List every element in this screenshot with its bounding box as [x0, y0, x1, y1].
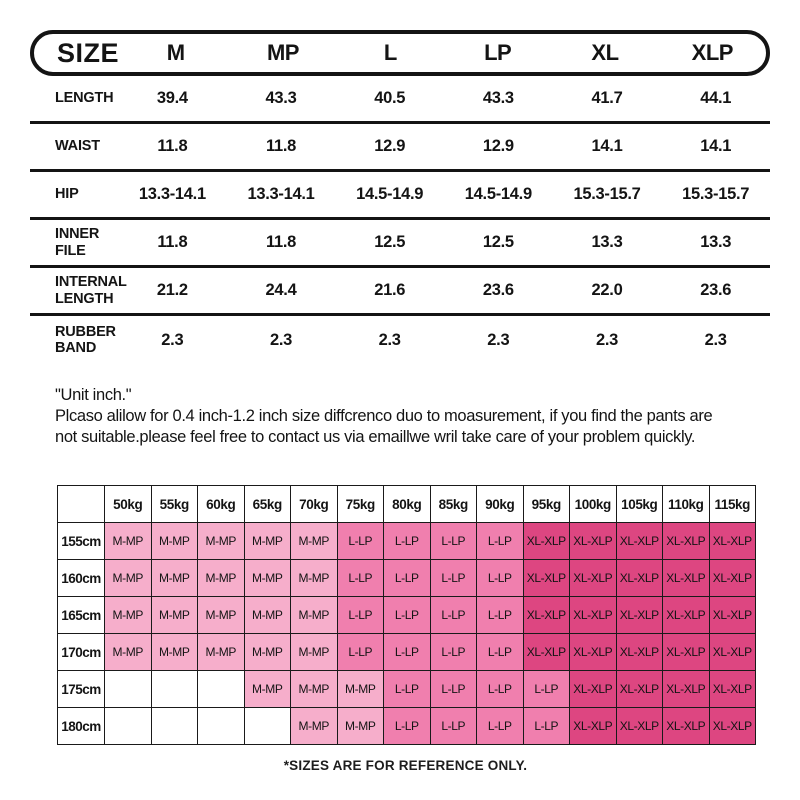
spec-value-cell: 23.6 [700, 281, 732, 299]
fit-cell: M-MP [291, 708, 338, 745]
spec-value-cell: 24.4 [265, 281, 297, 299]
fit-cell: L-LP [523, 671, 570, 708]
fit-cell: L-LP [477, 523, 524, 560]
fit-cell: M-MP [198, 560, 245, 597]
spec-value-cell: 40.5 [374, 89, 406, 107]
note-line: Plcaso alilow for 0.4 inch-1.2 inch size diffcrenco duo to moasurement, if you find the pants are [55, 407, 713, 425]
fit-cell: L-LP [523, 708, 570, 745]
fit-cell: L-LP [384, 708, 431, 745]
spec-value-cell: 2.3 [704, 330, 727, 349]
fit-cell: M-MP [151, 597, 198, 634]
spec-value-cell: 13.3-14.1 [138, 185, 206, 203]
weight-header-cell: 100kg [570, 486, 617, 523]
fit-cell: XL-XLP [523, 523, 570, 560]
fit-cell: XL-XLP [709, 523, 756, 560]
fit-row [58, 523, 756, 560]
fit-cell: L-LP [477, 671, 524, 708]
weight-header-cell: 60kg [198, 486, 245, 523]
spec-row [30, 316, 770, 364]
spec-row [30, 124, 770, 172]
spec-col-header: LP [484, 40, 512, 65]
fit-cell: M-MP [291, 634, 338, 671]
fit-cell [151, 708, 198, 745]
fit-cell: M-MP [244, 634, 291, 671]
weight-header-cell: 65kg [244, 486, 291, 523]
fit-cell: XL-XLP [616, 523, 663, 560]
spec-row-label-line: HIP [55, 186, 79, 203]
fit-cell: L-LP [430, 708, 477, 745]
fit-cell: L-LP [430, 597, 477, 634]
height-label-cell: 175cm [58, 671, 105, 708]
fit-header-row [58, 486, 756, 523]
spec-value-cell: 2.3 [269, 330, 293, 349]
spec-value-cell: 23.6 [482, 281, 514, 299]
fit-cell: M-MP [151, 634, 198, 671]
spec-value-cell: 2.3 [378, 330, 401, 349]
spec-row-label-line: BAND [55, 340, 97, 356]
fit-cell: XL-XLP [570, 523, 617, 560]
fit-cell: M-MP [291, 523, 338, 560]
fit-cell: L-LP [477, 634, 524, 671]
fit-cell: XL-XLP [663, 560, 710, 597]
fit-table [57, 485, 756, 745]
spec-value-cell: 2.3 [487, 330, 510, 349]
height-label-cell: 155cm [58, 523, 105, 560]
height-label-cell: 180cm [58, 708, 105, 745]
spec-row-label-line: FILE [55, 242, 86, 259]
spec-value-cell: 21.2 [156, 281, 188, 299]
spec-size-label: SIZE [57, 37, 120, 68]
fit-cell: XL-XLP [709, 708, 756, 745]
fit-cell: XL-XLP [570, 634, 617, 671]
weight-header-cell: 115kg [709, 486, 756, 523]
fit-cell: M-MP [337, 671, 384, 708]
spec-row-label-line: WAIST [55, 138, 100, 155]
spec-value-cell: 21.6 [374, 281, 406, 299]
fit-cell [151, 671, 198, 708]
fit-cell: XL-XLP [616, 634, 663, 671]
fit-cell: XL-XLP [523, 634, 570, 671]
fit-cell: M-MP [244, 597, 291, 634]
fit-cell: M-MP [105, 523, 152, 560]
spec-value-cell: 12.9 [374, 137, 406, 155]
fit-cell: M-MP [244, 523, 291, 560]
notes-block [55, 385, 770, 448]
spec-row-label [30, 226, 118, 258]
fit-cell: XL-XLP [523, 560, 570, 597]
fit-cell: XL-XLP [616, 597, 663, 634]
fit-cell: XL-XLP [616, 708, 663, 745]
fit-cell: XL-XLP [663, 597, 710, 634]
spec-header [30, 30, 770, 76]
fit-cell: L-LP [337, 634, 384, 671]
spec-col-header: MP [266, 40, 299, 65]
spec-value-cell: 13.3 [591, 233, 623, 251]
spec-value-cell: 39.4 [156, 89, 188, 107]
fit-cell: XL-XLP [616, 560, 663, 597]
spec-value-cell: 11.8 [265, 233, 296, 251]
fit-cell: XL-XLP [709, 560, 756, 597]
fit-cell: M-MP [151, 523, 198, 560]
spec-rows [30, 76, 770, 364]
fit-cell: M-MP [244, 671, 291, 708]
spec-value-cell: 12.5 [482, 233, 514, 251]
fit-cell [198, 708, 245, 745]
fit-cell: M-MP [105, 560, 152, 597]
fit-row [58, 560, 756, 597]
fit-cell: XL-XLP [709, 634, 756, 671]
spec-col-header: XLP [691, 40, 733, 65]
spec-row-label [30, 324, 118, 356]
fit-row [58, 708, 756, 745]
fit-cell: L-LP [430, 523, 477, 560]
fit-cell: M-MP [337, 708, 384, 745]
fit-cell: XL-XLP [663, 634, 710, 671]
fit-cell [105, 671, 152, 708]
spec-row-label-line: RUBBER [55, 323, 116, 340]
fit-cell: L-LP [337, 523, 384, 560]
spec-value-cell: 44.1 [700, 89, 732, 107]
spec-row [30, 268, 770, 316]
spec-row [30, 76, 770, 124]
fit-cell: L-LP [477, 708, 524, 745]
footer-note: *SIZES ARE FOR REFERENCE ONLY. [283, 758, 528, 773]
fit-cell: L-LP [337, 597, 384, 634]
weight-header-cell: 75kg [337, 486, 384, 523]
weight-header-cell: 80kg [384, 486, 431, 523]
spec-value-cell: 12.5 [374, 233, 406, 251]
fit-cell: XL-XLP [570, 708, 617, 745]
fit-cell: L-LP [430, 634, 477, 671]
note-line: "Unit inch." [55, 386, 132, 404]
fit-cell: XL-XLP [663, 523, 710, 560]
fit-cell: L-LP [384, 671, 431, 708]
spec-value-cell: 12.9 [482, 137, 514, 155]
spec-value-cell: 41.7 [591, 89, 623, 107]
spec-value-cell: 13.3 [700, 233, 732, 251]
spec-row-label [30, 90, 118, 106]
spec-row [30, 220, 770, 268]
spec-row-label [30, 138, 118, 154]
spec-value-cell: 14.1 [591, 137, 623, 155]
spec-row-label [30, 274, 127, 307]
spec-value-cell: 43.3 [482, 89, 514, 107]
fit-cell: L-LP [384, 560, 431, 597]
fit-cell: M-MP [244, 560, 291, 597]
fit-cell: XL-XLP [709, 671, 756, 708]
fit-cell: M-MP [198, 634, 245, 671]
spec-row-label [30, 186, 118, 202]
fit-cell: XL-XLP [663, 671, 710, 708]
fit-cell: M-MP [198, 597, 245, 634]
spec-value-cell: 2.3 [161, 330, 184, 349]
fit-cell: M-MP [198, 523, 245, 560]
fit-cell: L-LP [477, 560, 524, 597]
spec-row [30, 172, 770, 220]
fit-cell: L-LP [384, 523, 431, 560]
fit-cell: XL-XLP [570, 597, 617, 634]
fit-row [58, 671, 756, 708]
spec-value-cell: 15.3-15.7 [682, 185, 750, 203]
fit-cell: M-MP [151, 560, 198, 597]
spec-value-cell: 11.8 [157, 137, 188, 155]
fit-cell: XL-XLP [570, 560, 617, 597]
height-label-cell: 160cm [58, 560, 105, 597]
fit-cell: XL-XLP [709, 597, 756, 634]
fit-cell: XL-XLP [616, 671, 663, 708]
spec-col-header: XL [591, 40, 619, 65]
fit-cell: L-LP [430, 560, 477, 597]
spec-value-cell: 14.5-14.9 [464, 185, 532, 203]
spec-value-cell: 14.5-14.9 [356, 185, 424, 203]
size-spec-table [30, 30, 770, 364]
spec-value-cell: 11.8 [157, 233, 188, 251]
spec-value-cell: 14.1 [700, 137, 732, 155]
spec-row-label-line: LENGTH [55, 90, 114, 107]
spec-value-cell: 22.0 [591, 281, 623, 299]
spec-row-label-line: INNER [55, 226, 100, 243]
fit-cell: XL-XLP [523, 597, 570, 634]
fit-cell: XL-XLP [663, 708, 710, 745]
fit-row [58, 597, 756, 634]
fit-cell: XL-XLP [570, 671, 617, 708]
fit-cell: L-LP [430, 671, 477, 708]
weight-header-cell: 90kg [477, 486, 524, 523]
weight-header-cell: 70kg [291, 486, 338, 523]
spec-row-label-line: INTERNAL [55, 274, 127, 291]
spec-value-cell: 11.8 [265, 137, 296, 155]
weight-header-cell: 95kg [523, 486, 570, 523]
height-label-cell: 165cm [58, 597, 105, 634]
spec-col-header: L [383, 40, 397, 65]
fit-cell: M-MP [291, 597, 338, 634]
spec-value-cell: 13.3-14.1 [247, 185, 315, 203]
note-line: not suitable.please feel free to contact us via emaillwe wril take care of your problem quickly. [55, 428, 696, 446]
fit-cell: L-LP [337, 560, 384, 597]
spec-row-label-line: LENGTH [55, 290, 114, 307]
fit-cell: L-LP [384, 634, 431, 671]
weight-header-cell: 85kg [430, 486, 477, 523]
fit-cell: M-MP [105, 597, 152, 634]
fit-cell: M-MP [291, 671, 338, 708]
weight-header-cell: 110kg [663, 486, 710, 523]
weight-header-cell: 55kg [151, 486, 198, 523]
fit-cell: L-LP [384, 597, 431, 634]
fit-cell: L-LP [477, 597, 524, 634]
fit-cell [105, 708, 152, 745]
fit-row [58, 634, 756, 671]
weight-header-cell: 105kg [616, 486, 663, 523]
fit-cell: M-MP [291, 560, 338, 597]
spec-value-cell: 15.3-15.7 [573, 185, 641, 203]
weight-header-cell: 50kg [105, 486, 152, 523]
spec-value-cell: 2.3 [595, 330, 619, 349]
fit-corner-cell [58, 486, 105, 523]
height-label-cell: 170cm [58, 634, 105, 671]
fit-cell [198, 671, 245, 708]
spec-col-header: M [166, 40, 185, 65]
spec-value-cell: 43.3 [265, 89, 297, 107]
fit-cell [244, 708, 291, 745]
fit-cell: M-MP [105, 634, 152, 671]
